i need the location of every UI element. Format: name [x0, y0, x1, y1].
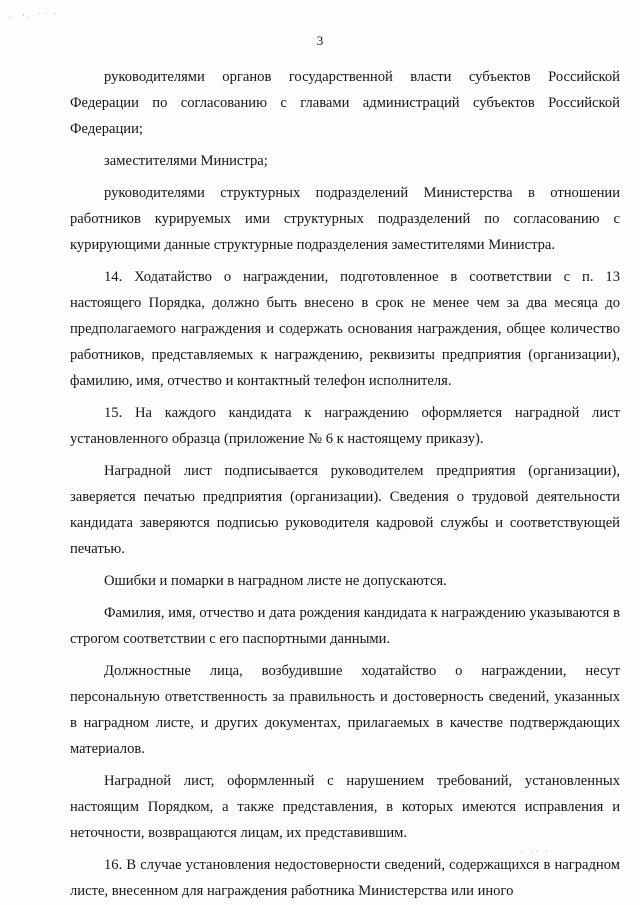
paragraph: Должностные лица, возбудившие ходатайство о награждении, несут персональную ответственность за правильность и достоверность сведений, указанных в наградном листе, и других документах, прилагаемых в качестве подтверждающих материалов.: [70, 663, 620, 757]
paragraph: руководителями структурных подразделений Министерства в отношении работников курируемых ими структурных подразделений по согласованию с курирующими данные структурные подразделения заместителями Министра.: [70, 185, 620, 253]
paragraph: заместителями Министра;: [104, 153, 268, 169]
paragraph: 14. Ходатайство о награждении, подготовленное в соответствии с п. 13 настоящего Порядка, должно быть внесено в срок не менее чем за два месяца до предполагаемого награждения и содержать основания награждения, общее количество работников, представляемых к награждению, реквизиты предприятия (организации), фамилию, имя, отчество и контактный телефон исполнителя.: [70, 269, 620, 389]
paragraph: руководителями органов государственной власти субъектов Российской Федерации по согласованию с главами администраций субъектов Российской Федерации;: [70, 69, 620, 137]
paragraph: Наградной лист, оформленный с нарушением требований, установленных настоящим Порядком, а также представления, в которых имеются исправления и неточности, возвращаются лицам, их представившим.: [70, 773, 620, 841]
page-number: 3: [316, 33, 324, 48]
scan-artifact: ·· ·: [38, 9, 59, 20]
scan-artifact: · '·: [8, 13, 32, 24]
scan-artifact: · ·· ·: [520, 847, 551, 858]
paragraph: Фамилия, имя, отчество и дата рождения кандидата к награждению указываются в строгом соответствии с его паспортными данными.: [70, 605, 620, 647]
paragraph: Наградной лист подписывается руководителем предприятия (организации), заверяется печатью предприятия (организации). Сведения о трудовой деятельности кандидата заверяются подписью руководителя кадровой службы и соответствующей печатью.: [70, 463, 620, 557]
paragraph: 15. На каждого кандидата к награждению оформляется наградной лист установленного образца (приложение № 6 к настоящему приказу).: [70, 405, 620, 447]
paragraph: 16. В случае установления недостоверности сведений, содержащихся в наградном листе, внесенном для награждения работника Министерства или иного: [70, 857, 620, 899]
paragraph: Ошибки и помарки в наградном листе не допускаются.: [104, 573, 447, 589]
